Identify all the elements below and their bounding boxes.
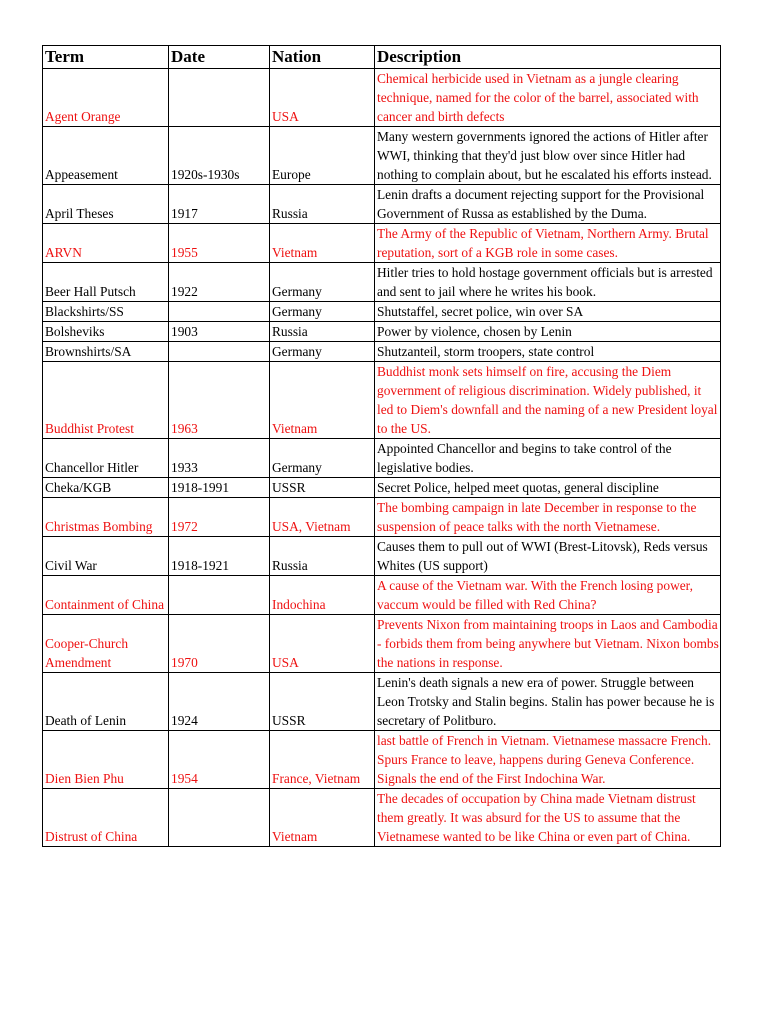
term-cell: Brownshirts/SA <box>43 342 169 362</box>
table-body <box>43 69 721 847</box>
date-cell: 1955 <box>169 224 270 263</box>
term-cell: ARVN <box>43 224 169 263</box>
term-cell: Blackshirts/SS <box>43 302 169 322</box>
term-cell: Appeasement <box>43 127 169 185</box>
date-cell: 1918-1991 <box>169 478 270 498</box>
date-cell: 1954 <box>169 731 270 789</box>
term-cell: Beer Hall Putsch <box>43 263 169 302</box>
date-cell <box>169 576 270 615</box>
description-cell: Shutzanteil, storm troopers, state control <box>375 342 721 362</box>
nation-cell: Russia <box>270 185 375 224</box>
date-cell: 1963 <box>169 362 270 439</box>
table-row <box>43 731 721 789</box>
description-cell: Shutstaffel, secret police, win over SA <box>375 302 721 322</box>
term-cell: Chancellor Hitler <box>43 439 169 478</box>
description-cell: Secret Police, helped meet quotas, general discipline <box>375 478 721 498</box>
table-row <box>43 439 721 478</box>
table-row <box>43 127 721 185</box>
nation-cell: Europe <box>270 127 375 185</box>
table-row <box>43 224 721 263</box>
term-cell: Buddhist Protest <box>43 362 169 439</box>
table-row <box>43 69 721 127</box>
date-cell: 1917 <box>169 185 270 224</box>
nation-cell: USA <box>270 615 375 673</box>
nation-cell: USSR <box>270 673 375 731</box>
nation-cell: Germany <box>270 302 375 322</box>
date-cell <box>169 342 270 362</box>
nation-cell: Germany <box>270 263 375 302</box>
term-cell: Cooper-Church Amendment <box>43 615 169 673</box>
description-cell: Lenin's death signals a new era of power. Struggle between Leon Trotsky and Stalin begins. Stalin has power because he is secretary of Politburo. <box>375 673 721 731</box>
description-cell: The decades of occupation by China made Vietnam distrust them greatly. It was absurd for the US to assume that the Vietnamese wanted to be like China or even part of China. <box>375 789 721 847</box>
description-cell: The Army of the Republic of Vietnam, Northern Army. Brutal reputation, sort of a KGB role in some cases. <box>375 224 721 263</box>
date-cell <box>169 789 270 847</box>
table-row <box>43 362 721 439</box>
nation-cell: Germany <box>270 342 375 362</box>
table-row <box>43 615 721 673</box>
table-row <box>43 302 721 322</box>
nation-cell: Russia <box>270 322 375 342</box>
header-description: Description <box>375 46 721 69</box>
description-cell: Hitler tries to hold hostage government officials but is arrested and sent to jail where he writes his book. <box>375 263 721 302</box>
date-cell <box>169 69 270 127</box>
date-cell: 1903 <box>169 322 270 342</box>
term-cell: Christmas Bombing <box>43 498 169 537</box>
terms-table <box>42 45 721 847</box>
date-cell: 1920s-1930s <box>169 127 270 185</box>
term-cell: Distrust of China <box>43 789 169 847</box>
description-cell: Power by violence, chosen by Lenin <box>375 322 721 342</box>
nation-cell: USSR <box>270 478 375 498</box>
nation-cell: USA <box>270 69 375 127</box>
nation-cell: Vietnam <box>270 789 375 847</box>
date-cell: 1922 <box>169 263 270 302</box>
nation-cell: France, Vietnam <box>270 731 375 789</box>
table-row <box>43 789 721 847</box>
header-row <box>43 46 721 69</box>
description-cell: last battle of French in Vietnam. Vietnamese massacre French. Spurs France to leave, happens during Geneva Conference. Signals the end of the First Indochina War. <box>375 731 721 789</box>
term-cell: April Theses <box>43 185 169 224</box>
date-cell: 1970 <box>169 615 270 673</box>
description-cell: The bombing campaign in late December in response to the suspension of peace talks with the north Vietnamese. <box>375 498 721 537</box>
table-row <box>43 537 721 576</box>
table-row <box>43 576 721 615</box>
description-cell: Buddhist monk sets himself on fire, accusing the Diem government of religious discrimination. Widely published, it led to Diem's downfall and the naming of a new President loyal to the US. <box>375 362 721 439</box>
date-cell <box>169 302 270 322</box>
description-cell: Many western governments ignored the actions of Hitler after WWI, thinking that they'd just blow over since Hitler had nothing to complain about, but he escalated his efforts instead. <box>375 127 721 185</box>
table-row <box>43 322 721 342</box>
term-cell: Agent Orange <box>43 69 169 127</box>
description-cell: Chemical herbicide used in Vietnam as a jungle clearing technique, named for the color of the barrel, associated with cancer and birth defects <box>375 69 721 127</box>
table-row <box>43 185 721 224</box>
term-cell: Containment of China <box>43 576 169 615</box>
table-row <box>43 263 721 302</box>
term-cell: Death of Lenin <box>43 673 169 731</box>
term-cell: Civil War <box>43 537 169 576</box>
description-cell: Appointed Chancellor and begins to take control of the legislative bodies. <box>375 439 721 478</box>
term-cell: Dien Bien Phu <box>43 731 169 789</box>
nation-cell: Germany <box>270 439 375 478</box>
date-cell: 1933 <box>169 439 270 478</box>
description-cell: A cause of the Vietnam war. With the French losing power, vaccum would be filled with Red China? <box>375 576 721 615</box>
nation-cell: USA, Vietnam <box>270 498 375 537</box>
table-row <box>43 673 721 731</box>
description-cell: Causes them to pull out of WWI (Brest-Litovsk), Reds versus Whites (US support) <box>375 537 721 576</box>
nation-cell: Indochina <box>270 576 375 615</box>
table-row <box>43 498 721 537</box>
description-cell: Prevents Nixon from maintaining troops in Laos and Cambodia - forbids them from being anywhere but Vietnam. Nixon bombs the nations in response. <box>375 615 721 673</box>
nation-cell: Russia <box>270 537 375 576</box>
nation-cell: Vietnam <box>270 224 375 263</box>
term-cell: Bolsheviks <box>43 322 169 342</box>
header-term: Term <box>43 46 169 69</box>
header-date: Date <box>169 46 270 69</box>
table-row <box>43 478 721 498</box>
nation-cell: Vietnam <box>270 362 375 439</box>
table-row <box>43 342 721 362</box>
term-cell: Cheka/KGB <box>43 478 169 498</box>
date-cell: 1972 <box>169 498 270 537</box>
date-cell: 1924 <box>169 673 270 731</box>
description-cell: Lenin drafts a document rejecting support for the Provisional Government of Russa as established by the Duma. <box>375 185 721 224</box>
header-nation: Nation <box>270 46 375 69</box>
date-cell: 1918-1921 <box>169 537 270 576</box>
